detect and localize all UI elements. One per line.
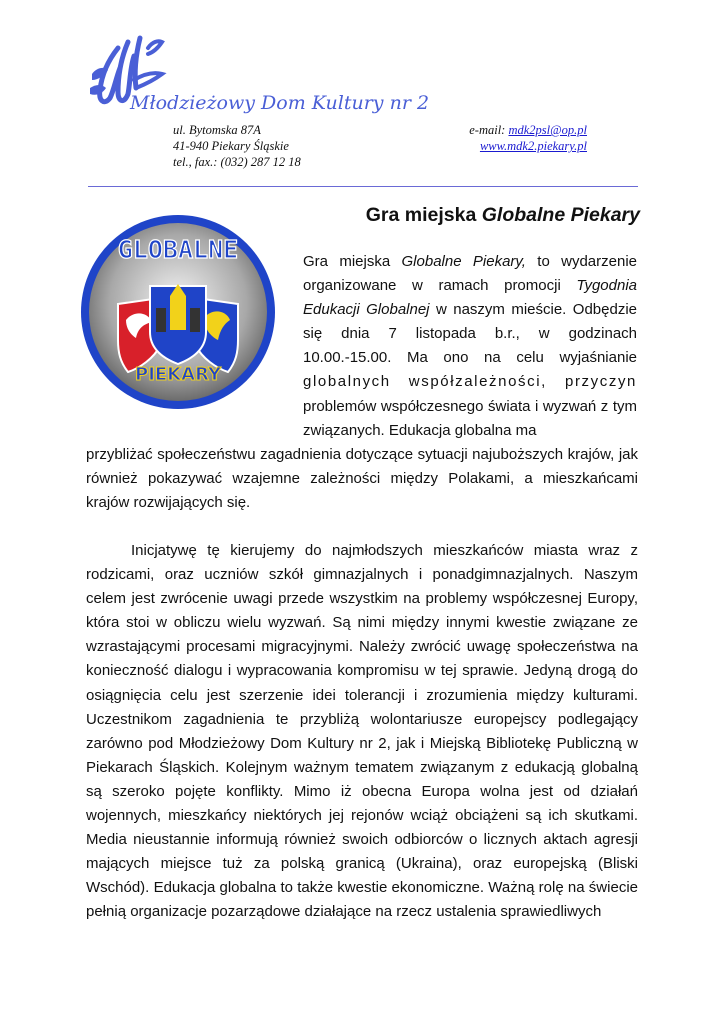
- article-title: [310, 204, 640, 227]
- globalne-piekary-badge: [78, 212, 278, 412]
- website-line: [430, 138, 587, 154]
- website-link[interactable]: www.mdk2.piekary.pl: [479, 139, 587, 153]
- intro-week-name: Tygodnia Edukacji Globalnej: [303, 277, 637, 319]
- intro-text-2: to wydarzenie organizowane w ramach promocji: [303, 253, 638, 295]
- email-label: e-mail:: [469, 123, 509, 137]
- email-link[interactable]: mdk2psl@op.pl: [508, 123, 587, 137]
- organization-name: Młodzieżowy Dom Kultury nr 2: [130, 92, 430, 114]
- intro-text-5: problemów współczesnego świata i wyzwań z tym związanych. Edukacja globalna ma: [303, 397, 637, 439]
- title-italic: Globalne Piekary: [481, 204, 640, 226]
- intro-text-4: globalnych współzależności, przyczyn: [303, 373, 637, 391]
- address-city: 41-940 Piekary Śląskie: [173, 139, 289, 153]
- badge-bottom-text: PIEKARY: [135, 364, 221, 385]
- body-paragraph-2: Inicjatywę tę kierujemy do najmłodszych mieszkańców miasta wraz z rodzicami, oraz uczniów szkół gimnazjalnych i ponadgimnazjalnych. Naszym celem jest zwrócenie uwagi przede wszystkim na problemy współczesnej Europy, która stoi w obliczu wielu wyzwań. Są nimi między innymi kwestie związane ze wzrastającymi procesami migracyjnymi. Należy zwrócić uwagę społeczeństwa na konieczność dialogu i wypracowania kompromisu w tej sprawie. Jedyną drogą do osiągnięcia celu jest szerzenie idei tolerancji i zrozumienia między kulturami. Uczestnikom zagadnienia te przybliżą wolontariusze europejscy podlegający zarówno pod Młodzieżowy Dom Kultury nr 2, jak i Miejską Bibliotekę Publiczną w Piekarach Śląskich. Kolejnym ważnym tematem związanym z edukacją globalną są szeroko pojęte konflikty. Mimo iż obecna Europa wolna jest od działań wojennych, mieszkańcy niektórych jej rejonów wciąż obciążeni są ich skutkami. Media nieustannie informują również swoich odbiorców o licznych aktach agresji mających miejsce tuż za polską granicą (Ukraina), oraz europejską (Bliski Wschód). Edukacja globalna to także kwestie ekonomiczne. Ważną rolę na świecie pełnią organizacje pozarządowe działające na rzecz ustalenia sprawiedliwych: [86, 542, 638, 921]
- miner-right-icon: [190, 308, 200, 332]
- address-block: [173, 122, 301, 170]
- address-street: ul. Bytomska 87A: [173, 123, 261, 137]
- badge-top-text: GLOBALNE: [117, 235, 239, 264]
- email-line: [430, 122, 587, 138]
- intro-paragraph: [303, 250, 637, 443]
- miner-left-icon: [156, 308, 166, 332]
- church-tower-icon: [170, 296, 186, 330]
- header-divider: [88, 186, 638, 187]
- intro-paragraph-continued: przybliżać społeczeństwu zagadnienia dotyczące sytuacji najuboższych krajów, jak również pokazywać wzajemne zależności między Polakami, a mieszkańcami krajów rozwijających się.: [86, 446, 638, 512]
- title-plain: Gra miejska: [365, 204, 482, 226]
- intro-text-3: w naszym mieście. Odbędzie się dnia 7 listopada b.r., w godzinach 10.00.-15.00. Ma ono na celu wyjaśnianie: [303, 301, 637, 367]
- intro-game-name: Globalne Piekary,: [401, 253, 526, 270]
- contact-links: [430, 122, 587, 154]
- phone-fax: tel., fax.: (032) 287 12 18: [173, 155, 301, 169]
- intro-text-1: Gra miejska: [303, 253, 402, 270]
